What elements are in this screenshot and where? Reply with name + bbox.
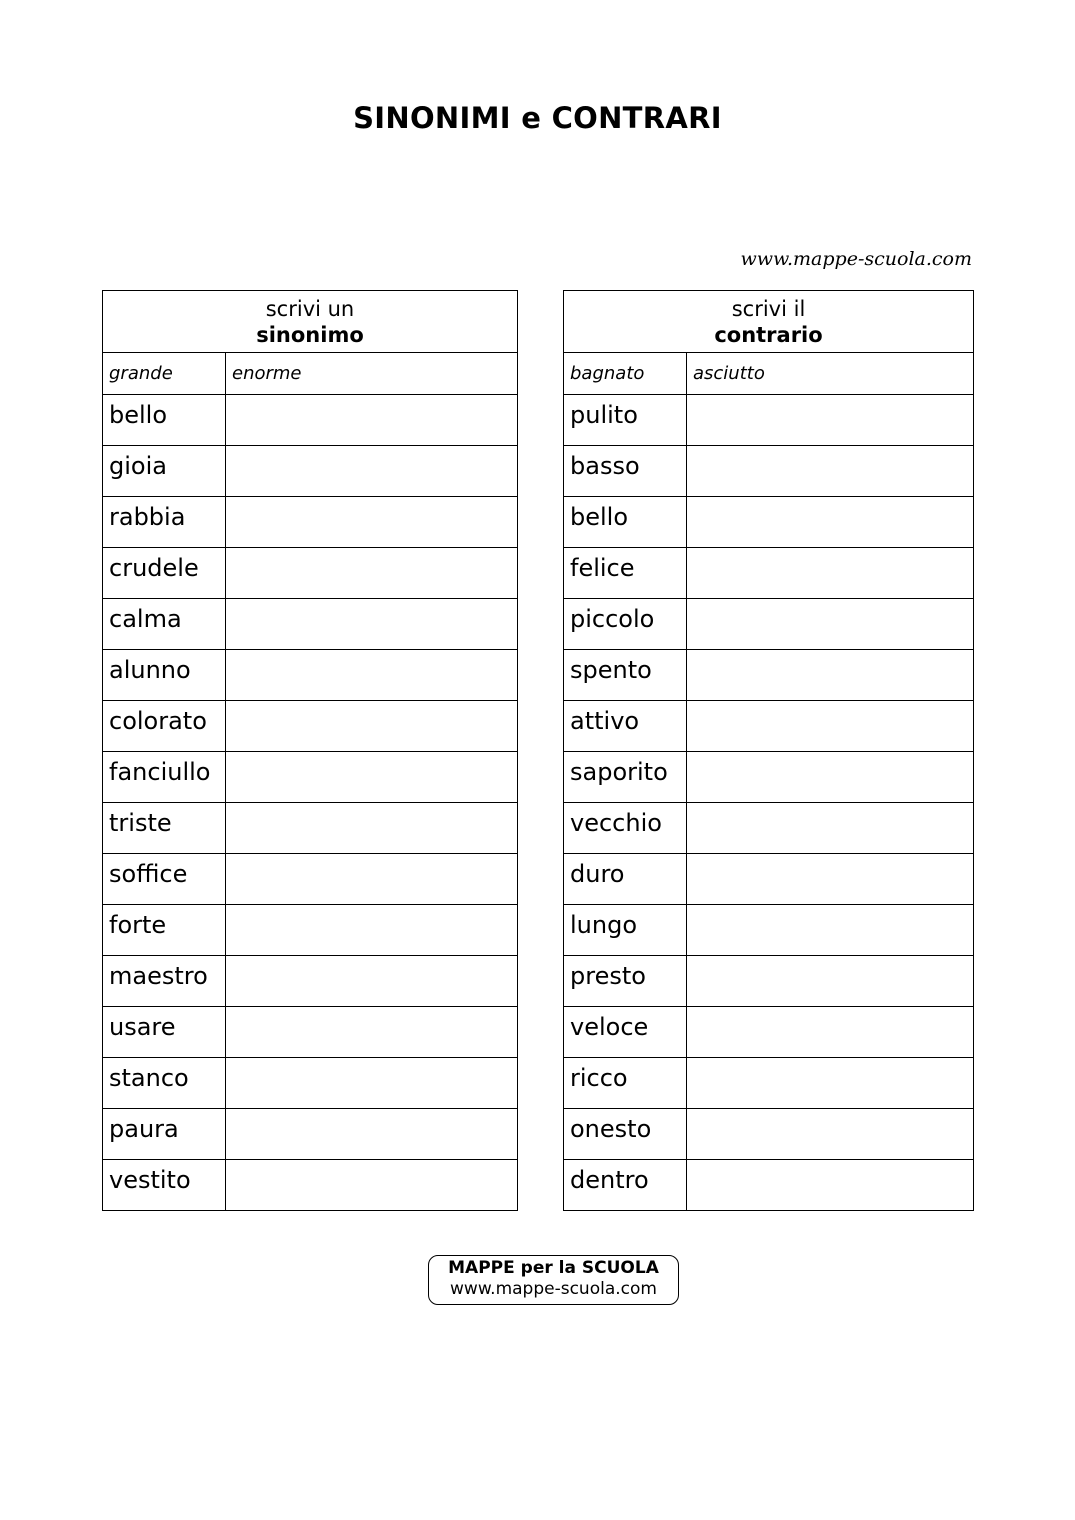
table-row: [103, 1058, 518, 1109]
word-cell: spento: [564, 650, 687, 701]
answer-cell[interactable]: [226, 752, 518, 803]
answer-cell[interactable]: [687, 599, 974, 650]
word-cell: piccolo: [564, 599, 687, 650]
table-row: [103, 497, 518, 548]
word-cell: vecchio: [564, 803, 687, 854]
synonym-table: [102, 290, 518, 1211]
footer-title: MAPPE per la SCUOLA: [448, 1258, 659, 1278]
answer-cell[interactable]: [687, 1058, 974, 1109]
table-row: [564, 548, 974, 599]
answer-cell[interactable]: [226, 854, 518, 905]
table-row: [564, 854, 974, 905]
antonym-table-header: [564, 291, 974, 353]
table-row: [103, 446, 518, 497]
word-cell: bello: [564, 497, 687, 548]
answer-cell[interactable]: [687, 752, 974, 803]
example-word: grande: [103, 353, 226, 395]
answer-cell[interactable]: [226, 599, 518, 650]
answer-cell[interactable]: [687, 854, 974, 905]
word-cell: dentro: [564, 1160, 687, 1211]
word-cell: gioia: [103, 446, 226, 497]
word-cell: attivo: [564, 701, 687, 752]
answer-cell[interactable]: [687, 395, 974, 446]
table-row: [103, 395, 518, 446]
synonym-header-line2: sinonimo: [256, 322, 364, 347]
table-row: [564, 497, 974, 548]
answer-cell[interactable]: [687, 497, 974, 548]
synonym-header-line1: scrivi un: [265, 296, 355, 321]
word-cell: colorato: [103, 701, 226, 752]
answer-cell[interactable]: [226, 1160, 518, 1211]
table-row: [103, 1007, 518, 1058]
answer-cell[interactable]: [226, 1058, 518, 1109]
table-row: [564, 701, 974, 752]
example-word: bagnato: [564, 353, 687, 395]
word-cell: bello: [103, 395, 226, 446]
page-title: SINONIMI e CONTRARI: [353, 101, 722, 135]
answer-cell[interactable]: [226, 395, 518, 446]
answer-cell[interactable]: [687, 446, 974, 497]
table-row: [103, 854, 518, 905]
answer-cell[interactable]: [226, 1109, 518, 1160]
table-row: [103, 1109, 518, 1160]
answer-cell[interactable]: [226, 650, 518, 701]
answer-cell[interactable]: [226, 803, 518, 854]
word-cell: veloce: [564, 1007, 687, 1058]
table-row: [103, 752, 518, 803]
table-row: [564, 803, 974, 854]
table-row: [564, 1160, 974, 1211]
word-cell: maestro: [103, 956, 226, 1007]
table-row: [103, 1160, 518, 1211]
answer-cell[interactable]: [687, 905, 974, 956]
table-row: [564, 599, 974, 650]
answer-cell[interactable]: [226, 701, 518, 752]
table-row: [564, 956, 974, 1007]
word-cell: usare: [103, 1007, 226, 1058]
word-cell: alunno: [103, 650, 226, 701]
word-cell: pulito: [564, 395, 687, 446]
example-answer: enorme: [226, 353, 518, 395]
answer-cell[interactable]: [687, 1160, 974, 1211]
answer-cell[interactable]: [687, 701, 974, 752]
answer-cell[interactable]: [687, 548, 974, 599]
word-cell: fanciullo: [103, 752, 226, 803]
table-row: [103, 803, 518, 854]
answer-cell[interactable]: [226, 956, 518, 1007]
word-cell: lungo: [564, 905, 687, 956]
table-row: [103, 905, 518, 956]
answer-cell[interactable]: [687, 1109, 974, 1160]
word-cell: vestito: [103, 1160, 226, 1211]
word-cell: calma: [103, 599, 226, 650]
word-cell: ricco: [564, 1058, 687, 1109]
table-row: [564, 1109, 974, 1160]
footer-badge: [428, 1255, 679, 1305]
word-cell: crudele: [103, 548, 226, 599]
answer-cell[interactable]: [687, 650, 974, 701]
answer-cell[interactable]: [687, 803, 974, 854]
synonym-table-header: [103, 291, 518, 353]
word-cell: basso: [564, 446, 687, 497]
answer-cell[interactable]: [226, 548, 518, 599]
antonym-header-line1: scrivi il: [731, 296, 806, 321]
antonym-header-line2: contrario: [714, 322, 823, 347]
word-cell: duro: [564, 854, 687, 905]
table-row: [103, 956, 518, 1007]
table-row: [103, 701, 518, 752]
word-cell: onesto: [564, 1109, 687, 1160]
answer-cell[interactable]: [687, 956, 974, 1007]
table-row: [103, 650, 518, 701]
word-cell: felice: [564, 548, 687, 599]
word-cell: soffice: [103, 854, 226, 905]
table-row: [564, 446, 974, 497]
example-answer: asciutto: [687, 353, 974, 395]
table-row: [564, 650, 974, 701]
table-row: [564, 395, 974, 446]
answer-cell[interactable]: [226, 497, 518, 548]
table-row: [564, 1007, 974, 1058]
word-cell: presto: [564, 956, 687, 1007]
table-row: [103, 548, 518, 599]
word-cell: stanco: [103, 1058, 226, 1109]
table-row: [103, 599, 518, 650]
footer-url: www.mappe-scuola.com: [450, 1279, 657, 1299]
table-row: [564, 752, 974, 803]
answer-cell[interactable]: [226, 446, 518, 497]
word-cell: paura: [103, 1109, 226, 1160]
table-row: [564, 905, 974, 956]
word-cell: forte: [103, 905, 226, 956]
answer-cell[interactable]: [226, 1007, 518, 1058]
antonym-table: [563, 290, 974, 1211]
word-cell: triste: [103, 803, 226, 854]
word-cell: rabbia: [103, 497, 226, 548]
answer-cell[interactable]: [687, 1007, 974, 1058]
word-cell: saporito: [564, 752, 687, 803]
table-row: [564, 1058, 974, 1109]
site-url: www.mappe-scuola.com: [740, 248, 972, 270]
answer-cell[interactable]: [226, 905, 518, 956]
